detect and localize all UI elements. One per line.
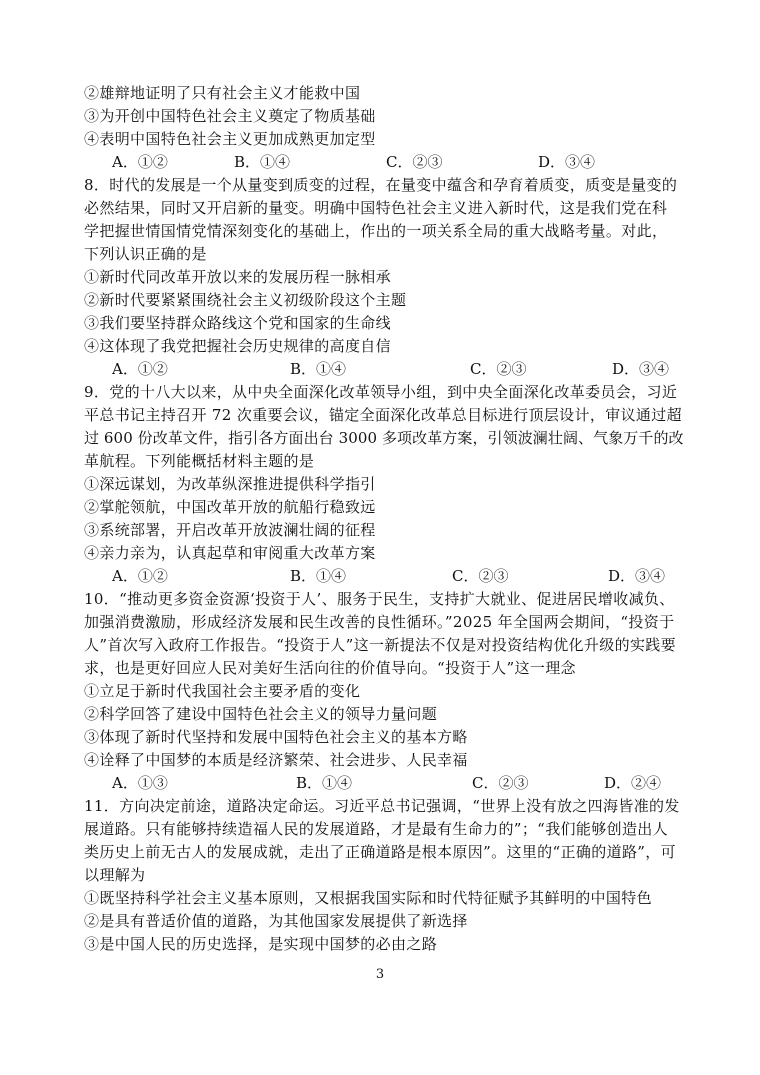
q9-option-b: B．①④ [290, 567, 347, 585]
q10-item-4: ④诠释了中国梦的本质是经济繁荣、社会进步、人民幸福 [84, 751, 468, 769]
q8-stem-line: 下列认识正确的是 [84, 245, 207, 263]
q8-item-3: ③我们要坚持群众路线这个党和国家的生命线 [84, 314, 392, 332]
q11-stem-line: 展道路。只有能够持续造福人民的发展道路，才是最有生命力的”；“我们能够创造出人 [84, 820, 668, 838]
q9-item-1: ①深远谋划，为改革纵深推进提供科学指引 [84, 475, 376, 493]
q8-item-4: ④这体现了我党把握社会历史规律的高度自信 [84, 337, 392, 355]
q9-option-a: A．①② [112, 567, 168, 585]
q7-item-2: ②雄辩地证明了只有社会主义才能救中国 [84, 84, 361, 102]
q9-stem-line: 革航程。下列能概括材料主题的是 [84, 452, 315, 470]
q8-stem-line: 8．时代的发展是一个从量变到质变的过程，在量变中蕴含和孕育着质变，质变是量变的 [84, 176, 678, 194]
q8-option-a: A．①② [112, 360, 168, 378]
q9-option-d: D．③④ [608, 567, 666, 585]
q9-stem-line: 平总书记主持召开 72 次重要会议，锚定全面深化改革总目标进行顶层设计，审议通过超 [84, 406, 682, 424]
q10-stem-line: 加强消费激励，形成经济发展和民生改善的良性循环。”2025 年全国两会期间，“投资于 [84, 613, 675, 631]
q9-stem-line: 过 600 份改革文件，指引各方面出台 3000 多项改革方案，引领波澜壮阔、气象万千的改 [84, 429, 684, 447]
q10-stem-line: 求，也是更好回应人民对美好生活向往的价值导向。“投资于人”这一理念 [84, 659, 576, 677]
q7-item-3: ③为开创中国特色社会主义奠定了物质基础 [84, 107, 376, 125]
q9-item-4: ④亲力亲为，认真起草和审阅重大改革方案 [84, 544, 376, 562]
q10-item-2: ②科学回答了建设中国特色社会主义的领导力量问题 [84, 705, 438, 723]
q11-item-2: ②是具有普适价值的道路，为其他国家发展提供了新选择 [84, 912, 468, 930]
q10-option-a: A．①③ [112, 774, 168, 792]
q9-item-2: ②掌舵领航，中国改革开放的航船行稳致远 [84, 498, 376, 516]
q9-option-c: C．②③ [452, 567, 509, 585]
q11-stem-line: 类历史上前无古人的发展成就，走出了正确道路是根本原因”。这里的“正确的道路”，可 [84, 843, 677, 861]
q11-item-3: ③是中国人民的历史选择，是实现中国梦的必由之路 [84, 935, 438, 953]
q8-stem-line: 学把握世情国情党情深刻变化的基础上，作出的一项关系全局的重大战略考量。对此， [84, 222, 668, 240]
q7-option-b: B．①④ [234, 153, 291, 171]
q7-option-d: D．③④ [538, 153, 596, 171]
q10-option-d: D．②④ [604, 774, 662, 792]
q9-stem-line: 9．党的十八大以来，从中央全面深化改革领导小组，到中央全面深化改革委员会，习近 [84, 383, 678, 401]
q10-option-b: B．①④ [296, 774, 353, 792]
q8-item-1: ①新时代同改革开放以来的发展历程一脉相承 [84, 268, 392, 286]
q10-stem-line: 10．“推动更多资金资源‘投资于人’、服务于民生，支持扩大就业、促进居民增收减负、 [84, 590, 675, 608]
q8-option-d: D．③④ [612, 360, 670, 378]
q9-item-3: ③系统部署，开启改革开放波澜壮阔的征程 [84, 521, 376, 539]
q10-item-3: ③体现了新时代坚持和发展中国特色社会主义的基本方略 [84, 728, 468, 746]
q11-stem-line: 11．方向决定前途，道路决定命运。习近平总书记强调，“世界上没有放之四海皆准的发 [84, 797, 680, 815]
q7-option-a: A．①② [112, 153, 168, 171]
q11-item-1: ①既坚持科学社会主义基本原则，又根据我国实际和时代特征赋予其鲜明的中国特色 [84, 889, 652, 907]
q8-item-2: ②新时代要紧紧围绕社会主义初级阶段这个主题 [84, 291, 407, 309]
q7-item-4: ④表明中国特色社会主义更加成熟更加定型 [84, 130, 376, 148]
q8-option-c: C．②③ [470, 360, 527, 378]
page-number: 3 [375, 967, 385, 982]
q10-stem-line: 人”首次写入政府工作报告。“投资于人”这一新提法不仅是对投资结构优化升级的实践要 [84, 636, 677, 654]
q10-item-1: ①立足于新时代我国社会主要矛盾的变化 [84, 682, 361, 700]
q8-stem-line: 必然结果，同时又开启新的量变。明确中国特色社会主义进入新时代，这是我们党在科 [84, 199, 668, 217]
q7-option-c: C．②③ [386, 153, 443, 171]
q8-option-b: B．①④ [290, 360, 347, 378]
q11-stem-line: 以理解为 [84, 866, 146, 884]
q10-option-c: C．②③ [472, 774, 529, 792]
